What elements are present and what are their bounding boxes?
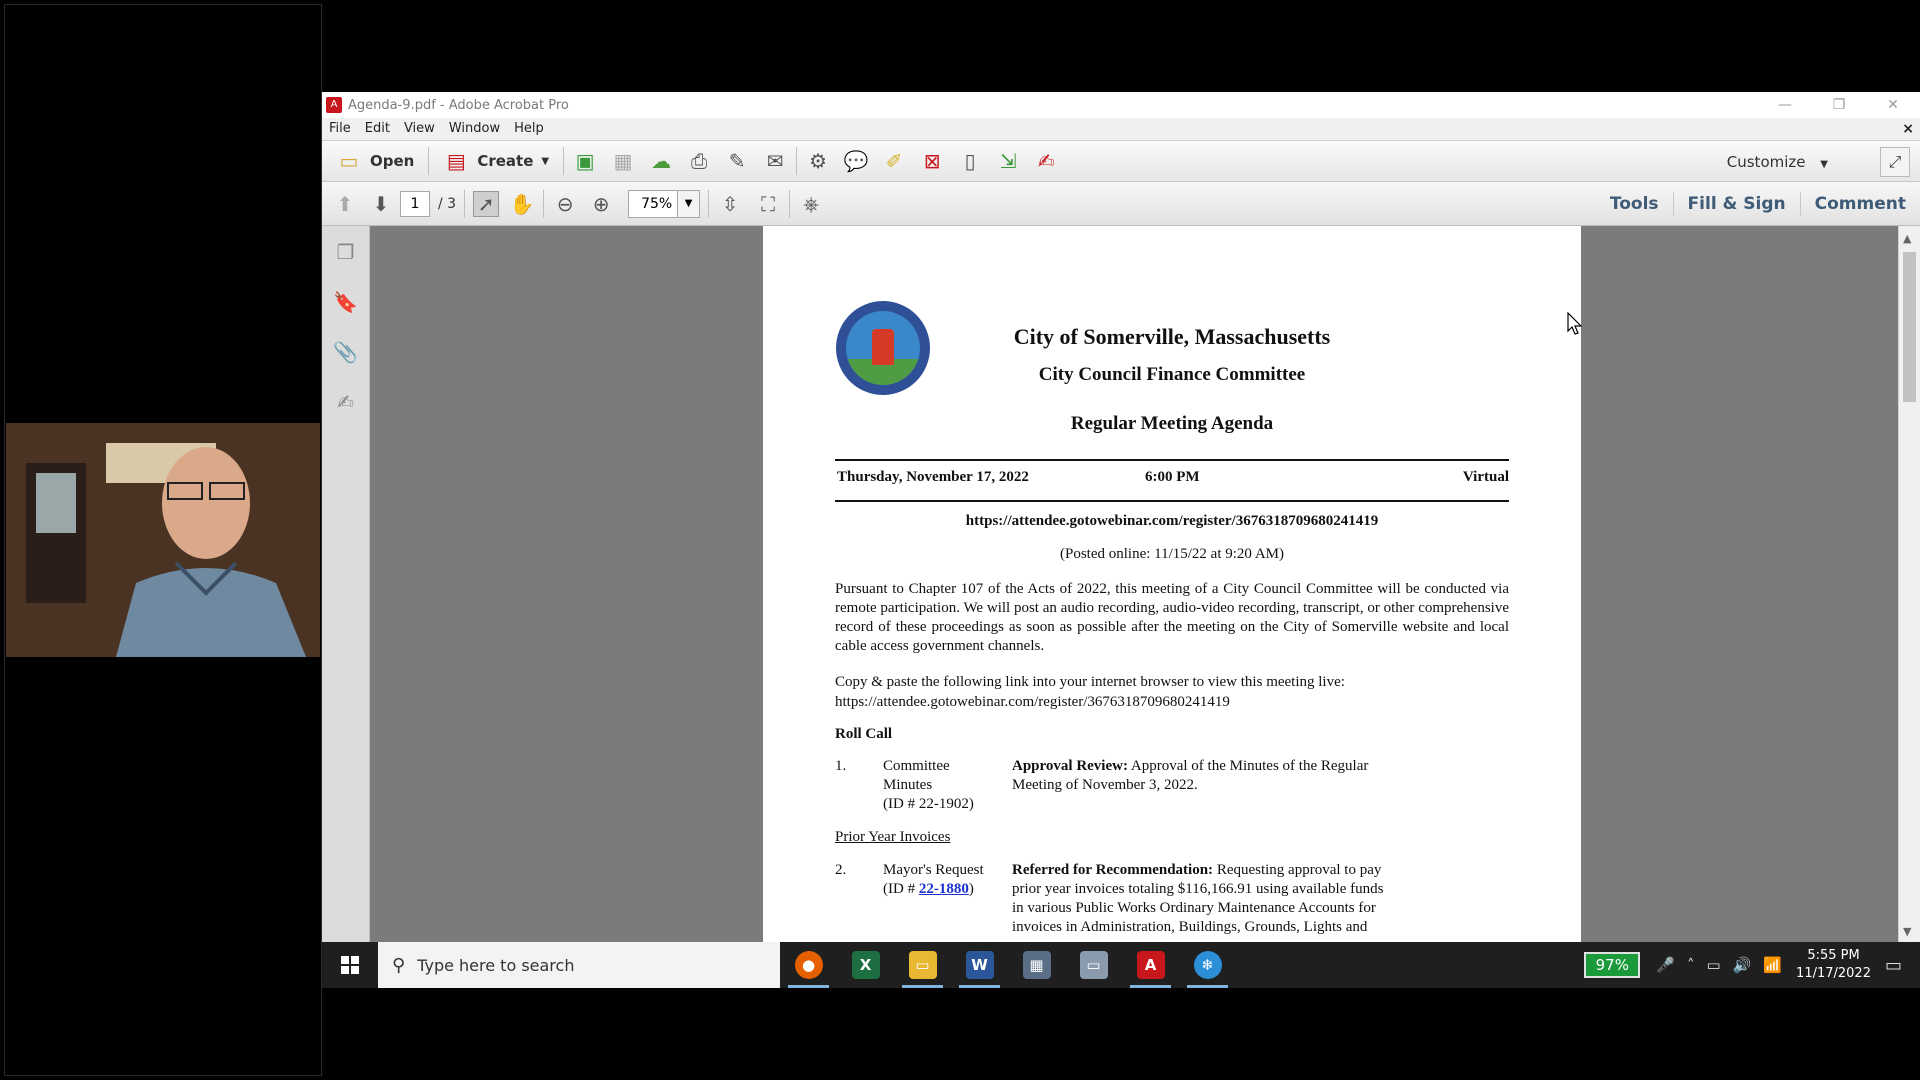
remote-desktop-taskbar-button[interactable]	[1065, 942, 1122, 988]
word-icon: W	[966, 951, 994, 979]
excel-taskbar-button[interactable]	[837, 942, 894, 988]
pursuant-paragraph: Pursuant to Chapter 107 of the Acts of 2022, this meeting of a City Council Committee will be conducted via remote participation. We will post an audio recording, audio-video recording, transcript, or other comprehensive record of these proceedings as soon as possible after the meeting on the City of Somerville website and local cable access government channels.	[835, 581, 1509, 654]
window-title: Agenda-9.pdf - Adobe Acrobat Pro	[348, 97, 569, 113]
toolbar-separator	[464, 190, 465, 218]
pdf-page	[763, 226, 1581, 942]
item1-id: (ID # 22-1902)	[883, 796, 974, 812]
toolbar-separator	[428, 147, 429, 175]
sign-icon[interactable]: ✍	[1037, 149, 1055, 173]
main-toolbar	[322, 140, 1920, 182]
committee-heading: City Council Finance Committee	[1038, 364, 1306, 385]
cloud-upload-icon[interactable]: ☁	[651, 149, 672, 173]
customize-menu[interactable]	[1727, 147, 1828, 177]
acrobat-app-icon: A	[326, 97, 342, 113]
fullscreen-icon[interactable]: ⤢	[1880, 147, 1910, 177]
taskbar-clock[interactable]	[1796, 947, 1871, 983]
document-viewport[interactable]	[370, 226, 1898, 942]
item1-number: 1.	[835, 758, 847, 774]
item2-type: Mayor's Request	[883, 862, 984, 878]
scrollbar-thumb[interactable]	[1903, 252, 1916, 402]
system-tray	[1584, 942, 1920, 988]
item2-id-suffix: )	[968, 881, 974, 897]
read-mode-icon[interactable]: ⎈	[803, 191, 820, 216]
meeting-time: 6:00 PM	[1145, 469, 1200, 485]
acrobat-taskbar-button[interactable]	[1122, 942, 1179, 988]
prior-year-invoices-heading: Prior Year Invoices	[835, 829, 951, 845]
previous-page-icon[interactable]: ⬆	[336, 191, 354, 216]
page-info-icon[interactable]: ▯	[964, 149, 976, 173]
scroll-up-icon[interactable]: ▲	[1903, 232, 1912, 245]
tools-pane-link[interactable]: Tools	[1609, 194, 1659, 214]
video-panel	[4, 4, 322, 1076]
item1-text: Approval of the Minutes of the Regular	[1130, 758, 1369, 774]
open-button[interactable]	[330, 145, 420, 177]
navigation-toolbar	[322, 182, 1920, 226]
snowflake-app-taskbar-button[interactable]	[1179, 942, 1236, 988]
create-button[interactable]	[437, 145, 555, 177]
fit-width-icon[interactable]: ⇳	[721, 191, 739, 216]
fill-sign-pane-link[interactable]: Fill & Sign	[1673, 192, 1800, 216]
save-icon[interactable]: ▦	[613, 149, 633, 173]
create-pdf-icon: ▤	[446, 149, 466, 173]
folder-icon: ▭	[909, 951, 937, 979]
zoom-out-icon[interactable]: ⊖	[556, 191, 574, 216]
hand-tool-icon[interactable]: ✋	[509, 191, 535, 216]
meeting-date: Thursday, November 17, 2022	[837, 469, 1029, 485]
item2-description-line1	[1012, 862, 1381, 879]
firefox-icon: ●	[795, 951, 823, 979]
volume-icon[interactable]: 🔊	[1732, 956, 1752, 974]
item2-number: 2.	[835, 862, 847, 878]
clock-date: 11/17/2022	[1796, 966, 1871, 981]
edit-icon[interactable]: ✎	[728, 149, 746, 173]
minimize-button[interactable]: —	[1778, 97, 1792, 113]
delete-page-icon[interactable]: ⊠	[923, 149, 941, 173]
meeting-venue: Virtual	[1462, 469, 1509, 485]
menu-window[interactable]: Window	[448, 121, 501, 136]
windows-taskbar	[322, 942, 1920, 988]
chevron-up-icon[interactable]: ˄	[1686, 956, 1695, 974]
chevron-down-icon: ▼	[1820, 159, 1828, 170]
page-total: / 3	[438, 195, 457, 212]
bookmark-icon[interactable]: 🔖	[333, 290, 358, 314]
search-icon: ⚲	[392, 954, 406, 976]
menu-bar	[322, 118, 1920, 140]
chevron-down-icon: ▼	[541, 155, 550, 167]
windows-logo-icon	[341, 956, 359, 974]
firefox-taskbar-button[interactable]	[780, 942, 837, 988]
page-thumbnails-icon[interactable]: ❐	[336, 240, 355, 264]
toolbar-separator	[708, 190, 709, 218]
scroll-down-icon[interactable]: ▼	[1903, 925, 1912, 938]
page-number-input[interactable]: 1	[400, 191, 430, 217]
zoom-dropdown-icon[interactable]: ▼	[678, 190, 700, 218]
header-rule-bottom	[835, 500, 1509, 502]
menu-view[interactable]: View	[403, 121, 435, 136]
notification-icon[interactable]: ▭	[1884, 954, 1902, 976]
calculator-icon: ▦	[1023, 951, 1051, 979]
item2-id-link[interactable]: 22-1880	[918, 881, 969, 897]
item1-bold-label: Approval Review:	[1012, 758, 1128, 774]
customize-label: Customize	[1726, 153, 1806, 171]
attachment-icon[interactable]: 📎	[333, 340, 358, 364]
open-folder-icon[interactable]: ▣	[575, 149, 595, 173]
copy-paste-url: https://attendee.gotowebinar.com/register/3676318709680241419	[835, 694, 1230, 710]
header-rule-top	[835, 459, 1509, 461]
vertical-scrollbar[interactable]	[1898, 226, 1920, 942]
taskbar-search-box[interactable]	[378, 942, 780, 988]
highlight-icon[interactable]: ✐	[885, 149, 903, 173]
restore-button[interactable]: ❐	[1832, 97, 1846, 113]
toolbar-separator	[789, 190, 790, 218]
item2-text-line1: Requesting approval to pay	[1216, 862, 1382, 878]
excel-icon: X	[852, 951, 880, 979]
comment-bubble-icon[interactable]: 💬	[843, 149, 869, 173]
webcam-video	[6, 423, 320, 657]
item1-description-line1	[1012, 758, 1368, 775]
roll-call-heading: Roll Call	[835, 726, 893, 742]
close-button[interactable]: ✕	[1887, 97, 1899, 113]
mouse-cursor-icon	[1567, 312, 1583, 336]
register-url[interactable]: https://attendee.gotowebinar.com/register/3676318709680241419	[965, 513, 1379, 529]
battery-percentage[interactable]: 97%	[1584, 952, 1640, 978]
print-icon[interactable]: ⎙	[691, 149, 708, 173]
menu-help[interactable]: Help	[514, 121, 544, 136]
zoom-level-input[interactable]: 75%	[628, 190, 678, 218]
file-explorer-taskbar-button[interactable]	[894, 942, 951, 988]
meeting-type-heading: Regular Meeting Agenda	[1070, 413, 1274, 434]
signature-icon[interactable]: ✍	[337, 390, 354, 414]
calculator-taskbar-button[interactable]	[1008, 942, 1065, 988]
acrobat-icon: A	[1137, 951, 1165, 979]
title-bar	[322, 92, 1920, 118]
city-heading: City of Somerville, Massachusetts	[1013, 324, 1331, 349]
close-document-icon[interactable]: ×	[1902, 121, 1914, 137]
gear-icon[interactable]: ⚙	[809, 149, 828, 173]
item1-description-line2: Meeting of November 3, 2022.	[1012, 777, 1198, 793]
item1-type-line2: Minutes	[883, 777, 933, 793]
navigation-pane	[322, 226, 370, 942]
item2-id-prefix: (ID #	[883, 881, 916, 897]
clock-time: 5:55 PM	[1807, 948, 1860, 963]
battery-icon[interactable]: ▭	[1706, 956, 1721, 974]
item2-description-line4: invoices in Administration, Buildings, Grounds, Lights and	[1012, 919, 1368, 935]
toolbar-separator	[563, 147, 564, 175]
monitor-icon: ▭	[1080, 951, 1108, 979]
export-icon[interactable]: ⇲	[999, 149, 1017, 173]
item2-description-line3: in various Public Works Ordinary Maintenance Accounts for	[1012, 900, 1376, 916]
copy-paste-text: Copy & paste the following link into your internet browser to view this meeting live:	[835, 674, 1345, 690]
acrobat-window	[322, 92, 1920, 942]
menu-file[interactable]: File	[329, 121, 351, 136]
posted-online: (Posted online: 11/15/22 at 9:20 AM)	[1059, 546, 1285, 562]
item1-type-line1: Committee	[883, 758, 950, 774]
open-label: Open	[370, 152, 415, 170]
word-taskbar-button[interactable]	[951, 942, 1008, 988]
menu-edit[interactable]: Edit	[364, 121, 390, 136]
create-label: Create	[477, 152, 534, 170]
toolbar-separator	[543, 190, 544, 218]
snowflake-icon: ❄	[1194, 951, 1222, 979]
toolbar-separator	[796, 147, 797, 175]
start-button[interactable]	[322, 942, 378, 988]
folder-icon: ▭	[339, 149, 359, 173]
item2-description-line2: prior year invoices totaling $116,166.91 using available funds	[1012, 881, 1384, 897]
comment-pane-link[interactable]: Comment	[1800, 192, 1920, 216]
task-panes	[1596, 182, 1920, 226]
select-tool-icon[interactable]: ➚	[473, 191, 499, 217]
search-placeholder: Type here to search	[417, 955, 575, 975]
microphone-icon[interactable]: 🎤	[1656, 956, 1675, 974]
next-page-icon[interactable]: ⬇	[372, 191, 390, 216]
item2-id	[883, 881, 974, 898]
email-icon[interactable]: ✉	[766, 149, 784, 173]
item2-bold-label: Referred for Recommendation:	[1012, 862, 1214, 878]
fit-page-icon[interactable]: ⛶	[761, 191, 776, 216]
wifi-icon[interactable]: 📶	[1763, 956, 1783, 974]
zoom-in-icon[interactable]: ⊕	[592, 191, 610, 216]
